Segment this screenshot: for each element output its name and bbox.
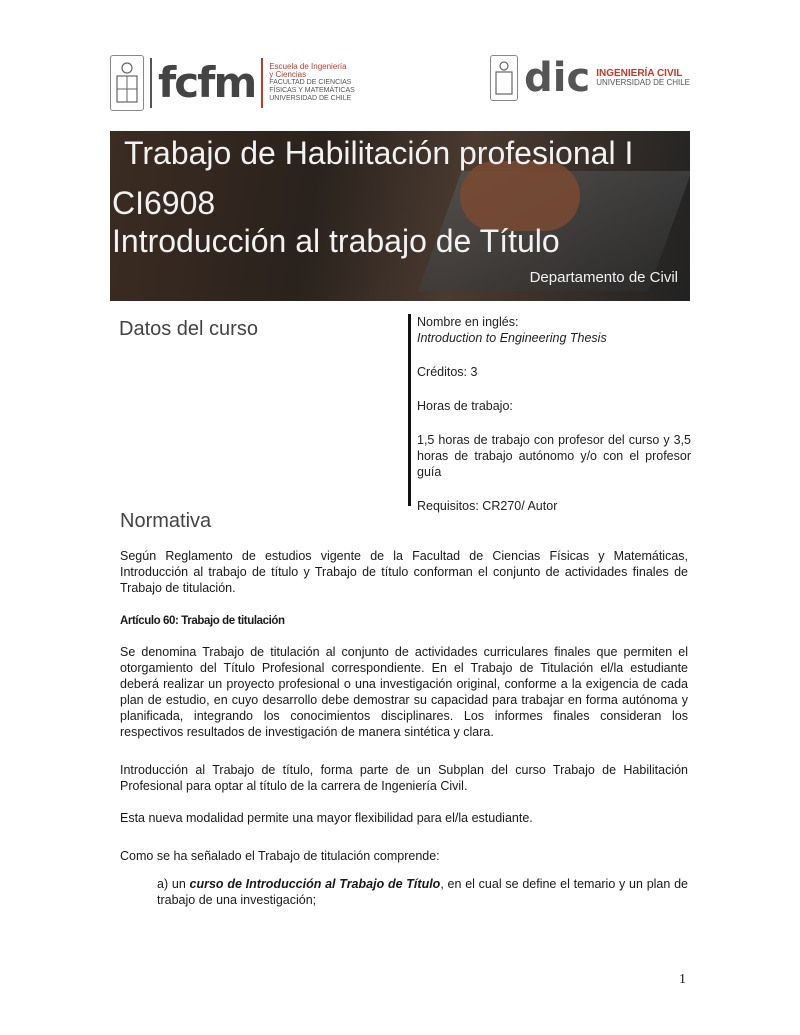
page-number: 1 [679, 972, 686, 987]
fcfm-subtitle: Escuela de Ingeniería y Ciencias FACULTAD DE CIENCIAS FÍSICAS Y MATEMÁTICAS UNIVERSIDAD DE CHILE [269, 62, 355, 102]
english-name-label: Nombre en inglés: [417, 315, 519, 329]
dic-logo [490, 55, 690, 101]
banner-course-code: CI6908 [112, 185, 216, 221]
course-info-panel [408, 314, 691, 513]
fcfm-logo [110, 55, 355, 111]
paragraph-definicion: Se denomina Trabajo de titulación al conjunto de actividades curriculares finales que permiten el otorgamiento del Título Profesional correspondiente. En el Trabajo de Titulación el/la estudiante deberá realizar un proyecto profesional o una investigación original, conforme a la exigencia de cada plan de estudio, en cuyo desarrollo debe demostrar su capacidad para trabajar en forma autónoma y planificada, integrando los conocimientos disciplinares. Los informes finales consideran los respectivos resultados de investigación de manera sintética y clara. [120, 645, 688, 739]
paragraph-reglamento: Según Reglamento de estudios vigente de la Facultad de Ciencias Físicas y Matemáticas, Introducción al trabajo de título y Trabajo de título conforman el conjunto de actividades finales de Trabajo de titulación. [120, 549, 688, 595]
header-logos [110, 55, 690, 125]
normativa-heading: Normativa [120, 510, 212, 532]
datos-heading: Datos del curso [119, 318, 258, 340]
dic-wordmark: dic [524, 55, 591, 101]
hours-label: Horas de trabajo: [417, 399, 513, 413]
english-name-value: Introduction to Engineering Thesis [417, 331, 607, 345]
list-item-a: a) un curso de Introducción al Trabajo de Título, en el cual se define el temario y un plan de trabajo de una investigación; [157, 877, 688, 907]
paragraph-introduccion: Introducción al Trabajo de título, forma parte de un Subplan del curso Trabajo de Habilitación Profesional para optar al título de la carrera de Ingeniería Civil. [120, 763, 688, 793]
fcfm-wordmark: fcfm [150, 58, 263, 108]
paragraph-comprende: Como se ha señalado el Trabajo de titulación comprende: [120, 849, 440, 863]
article-heading: Artículo 60: Trabajo de titulación [120, 615, 285, 627]
banner-course-name: Introducción al trabajo de Título [112, 223, 560, 259]
requirements: Requisitos: CR270/ Autor [417, 499, 558, 513]
paragraph-modalidad: Esta nueva modalidad permite una mayor flexibilidad para el/la estudiante. [120, 811, 533, 825]
course-banner [110, 131, 690, 301]
banner-department: Departamento de Civil [529, 269, 678, 286]
dic-subtitle: INGENIERÍA CIVIL UNIVERSIDAD DE CHILE [596, 68, 690, 87]
university-seal-icon [110, 55, 144, 111]
university-seal-icon [490, 55, 518, 101]
banner-title: Trabajo de Habilitación profesional I [124, 135, 634, 171]
hours-detail: 1,5 horas de trabajo con profesor del curso y 3,5 horas de trabajo autónomo y/o con el profesor guía [417, 433, 691, 479]
credits: Créditos: 3 [417, 365, 478, 379]
